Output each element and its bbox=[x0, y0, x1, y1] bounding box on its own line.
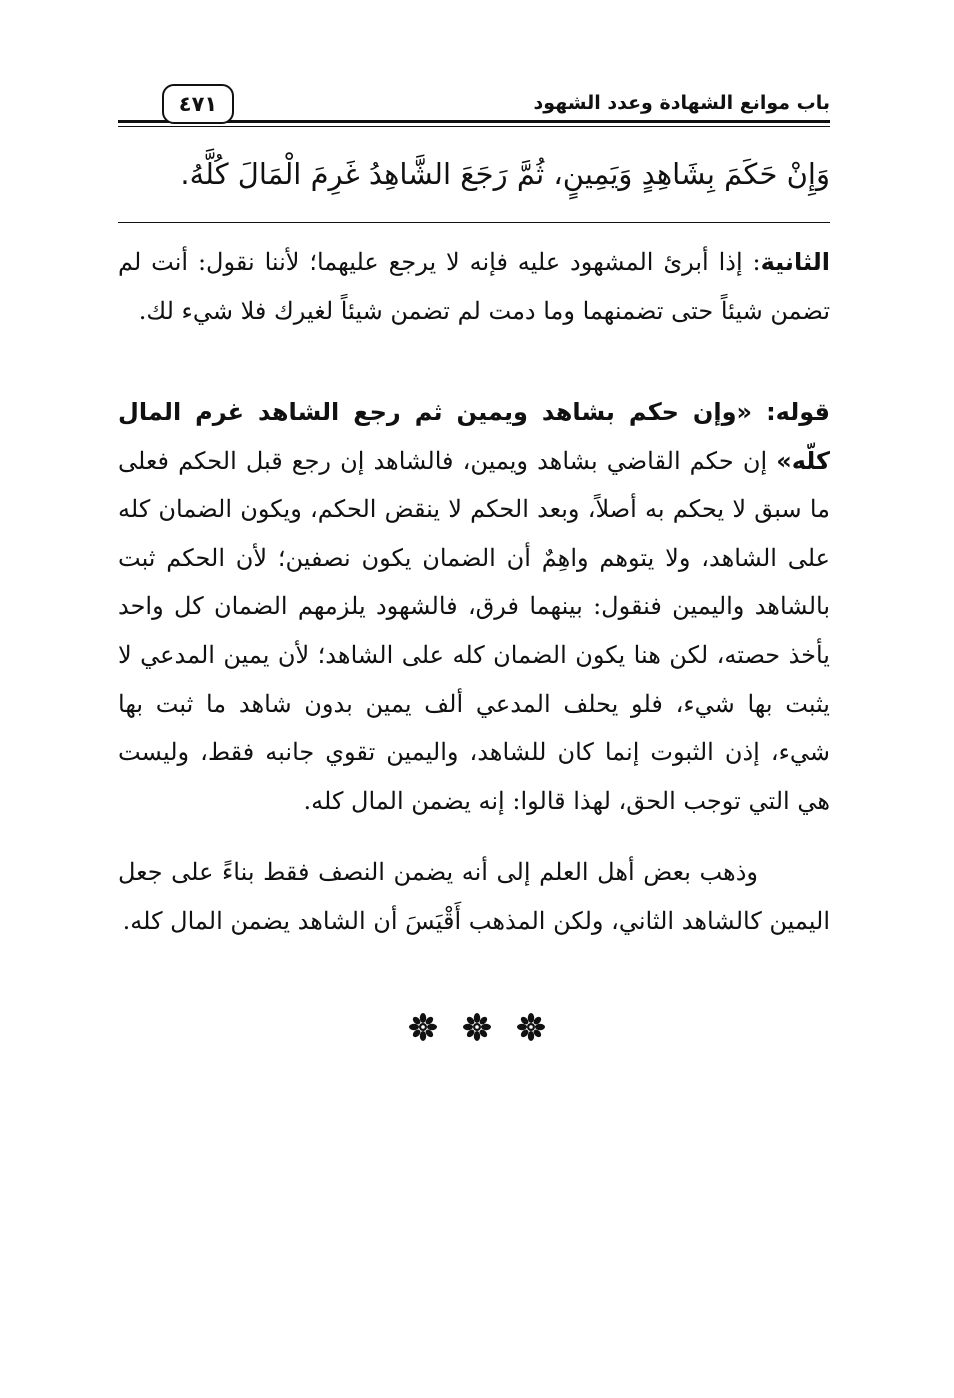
header-rule-thin bbox=[118, 126, 830, 127]
matn-line: وَإِنْ حَكَمَ بِشَاهِدٍ وَيَمِينٍ، ثُمَّ رَجَعَ الشَّاهِدُ غَرِمَ الْمَالَ كُلَّهُ. bbox=[180, 157, 830, 191]
matn-quote: «وإن حكم بشاهد ويمين ثم رجع الشاهد غرم المال كلّه» bbox=[118, 398, 830, 475]
page-number-box bbox=[162, 84, 234, 124]
page-header bbox=[118, 82, 830, 140]
paragraph-other-opinion bbox=[118, 848, 830, 945]
flower-ornament-icon bbox=[516, 1012, 546, 1042]
paragraph-text: وذهب بعض أهل العلم إلى أنه يضمن النصف فقط بناءً على جعل اليمين كالشاهد الثاني، ولكن المذهب أَقْيَسَ أن الشاهد يضمن المال كله. bbox=[118, 858, 830, 935]
flower-ornament-icon bbox=[408, 1012, 438, 1042]
matn-divider bbox=[118, 222, 830, 223]
page-number: ٤٧١ bbox=[178, 92, 218, 116]
paragraph-thaniya bbox=[118, 238, 830, 335]
paragraph-lead: الثانية bbox=[760, 248, 830, 276]
section-end-ornaments bbox=[0, 1012, 954, 1042]
paragraph-text: إن حكم القاضي بشاهد ويمين، فالشاهد إن رجع قبل الحكم فعلى ما سبق لا يحكم به أصلاً، وبعد الحكم لا ينقض الحكم، ويكون الضمان كله على الشاهد، ولا يتوهم واهِمٌ أن الضمان يكون نصفين؛ لأن الحكم ثبت بالشاهد واليمين فنقول: بينهما فرق، فالشهود يلزمهم الضمان كل واحد يأخذ حصته، لكن هنا يكون الضمان كله على الشاهد؛ لأن يمين المدعي لا يثبت بها شيء، فلو يحلف المدعي ألف يمين بدون شاهد ما ثبت بها شيء، إذن الثبوت إنما كان للشاهد، واليمين تقوي جانبه فقط، وليست هي التي توجب الحق، لهذا قالوا: إنه يضمن المال كله. bbox=[118, 446, 830, 815]
paragraph-commentary bbox=[118, 388, 830, 825]
paragraph-lead: قوله: bbox=[766, 398, 830, 426]
paragraph-text: : إذا أبرئ المشهود عليه فإنه لا يرجع عليهما؛ لأننا نقول: أنت لم تضمن شيئاً حتى تضمنهما وما دمت لم تضمن شيئاً لغيرك فلا شيء لك. bbox=[118, 248, 830, 325]
chapter-title: باب موانع الشهادة وعدد الشهود bbox=[533, 92, 830, 114]
flower-ornament-icon bbox=[462, 1012, 492, 1042]
